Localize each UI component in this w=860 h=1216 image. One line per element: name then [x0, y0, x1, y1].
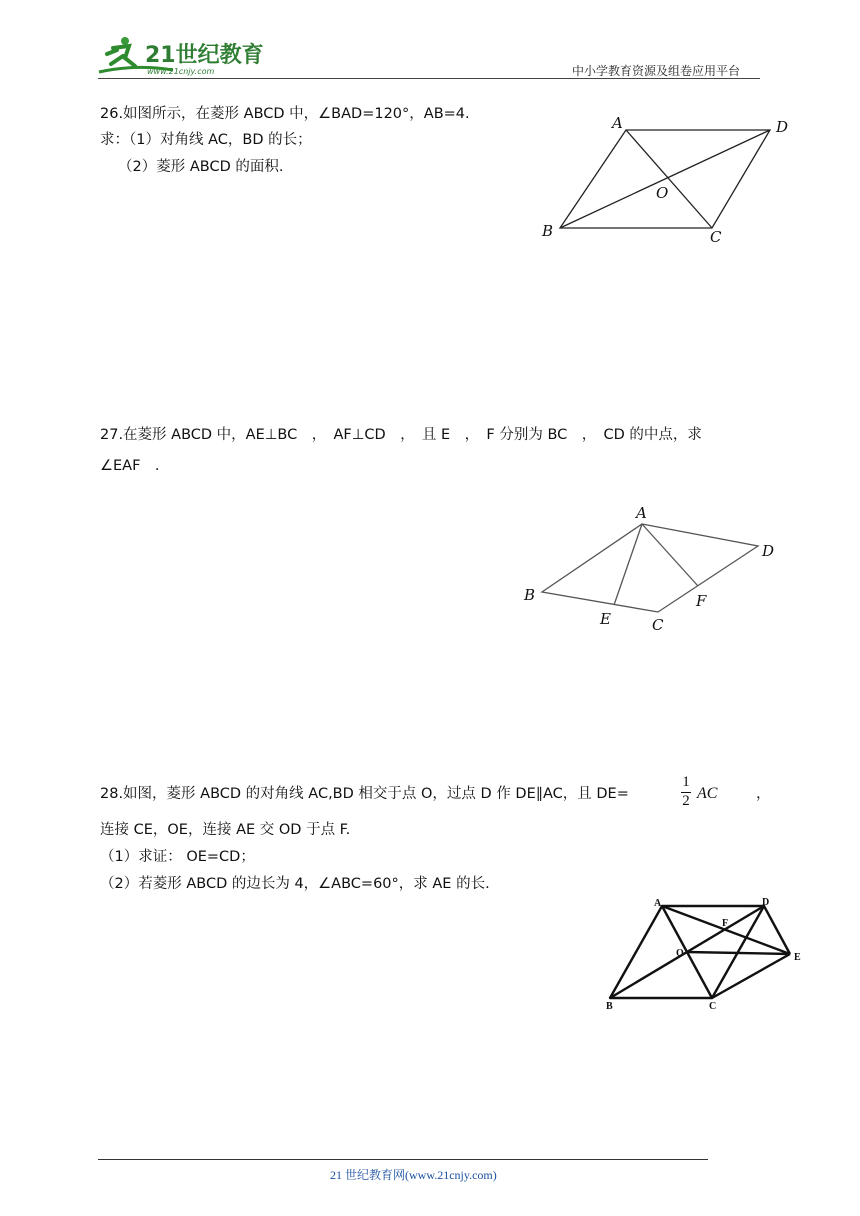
q27-label-A: A: [636, 504, 647, 522]
logo-text: 21世纪教育: [145, 43, 264, 68]
footer-text: 21 世纪教育网(www.21cnjy.com): [330, 1168, 497, 1182]
q28-text-line1: 28.如图，菱形 ABCD 的对角线 AC,BD 相交于点 O，过点 D 作 DE∥AC，且 DE=: [100, 786, 629, 802]
q27-text-line2: ∠EAF .: [100, 458, 160, 474]
q26-label-C: C: [710, 228, 722, 246]
q26-text-line3: （2）菱形 ABCD 的面积.: [118, 159, 284, 175]
q26-label-O: O: [656, 184, 669, 202]
q28-text-line3: （1）求证： OE=CD；: [100, 849, 255, 865]
q28-fraction-variable: AC: [697, 785, 718, 802]
q27-label-B: B: [524, 586, 536, 604]
q26-rhombus-figure: [538, 112, 798, 247]
q28-rhombus-figure: [600, 894, 810, 1014]
q28-text-line4: （2）若菱形 ABCD 的边长为 4，∠ABC=60°，求 AE 的长.: [100, 876, 490, 892]
q28-label-B: B: [606, 1001, 613, 1012]
q28-label-E: E: [794, 952, 801, 963]
q28-text-line1-end: ，: [756, 786, 771, 802]
q27-label-C: C: [652, 616, 664, 634]
q28-label-A: A: [654, 898, 662, 909]
q28-fraction-denominator: 2: [682, 793, 690, 809]
q28-label-F: F: [722, 918, 729, 929]
q28-text-line2: 连接 CE，OE，连接 AE 交 OD 于点 F.: [100, 822, 351, 838]
q26-label-A: A: [612, 114, 623, 132]
site-logo: [95, 34, 275, 80]
platform-name: 中小学教育资源及组卷应用平台: [572, 64, 741, 78]
q27-rhombus-figure: [522, 500, 792, 640]
q27-label-D: D: [762, 542, 775, 560]
q27-label-E: E: [600, 610, 611, 628]
q26-label-B: B: [542, 222, 554, 240]
logo-url: www.21cnjy.com: [147, 67, 215, 76]
q28-fraction-numerator: 1: [682, 774, 690, 790]
footer-divider: [98, 1159, 708, 1160]
q28-label-O: O: [676, 948, 684, 959]
q26-text-line1: 26.如图所示，在菱形 ABCD 中，∠BAD=120°，AB=4.: [100, 106, 470, 122]
q27-text-line1: 27.在菱形 ABCD 中，AE⊥BC ， AF⊥CD ， 且 E ， F 分别为 BC ， CD 的中点，求: [100, 427, 702, 443]
header-divider: [98, 78, 760, 79]
q26-text-line2: 求：（1）对角线 AC，BD 的长；: [100, 132, 312, 148]
q28-label-C: C: [709, 1001, 717, 1012]
q26-label-D: D: [776, 118, 789, 136]
q27-label-F: F: [696, 592, 707, 610]
q28-label-D: D: [762, 897, 770, 908]
